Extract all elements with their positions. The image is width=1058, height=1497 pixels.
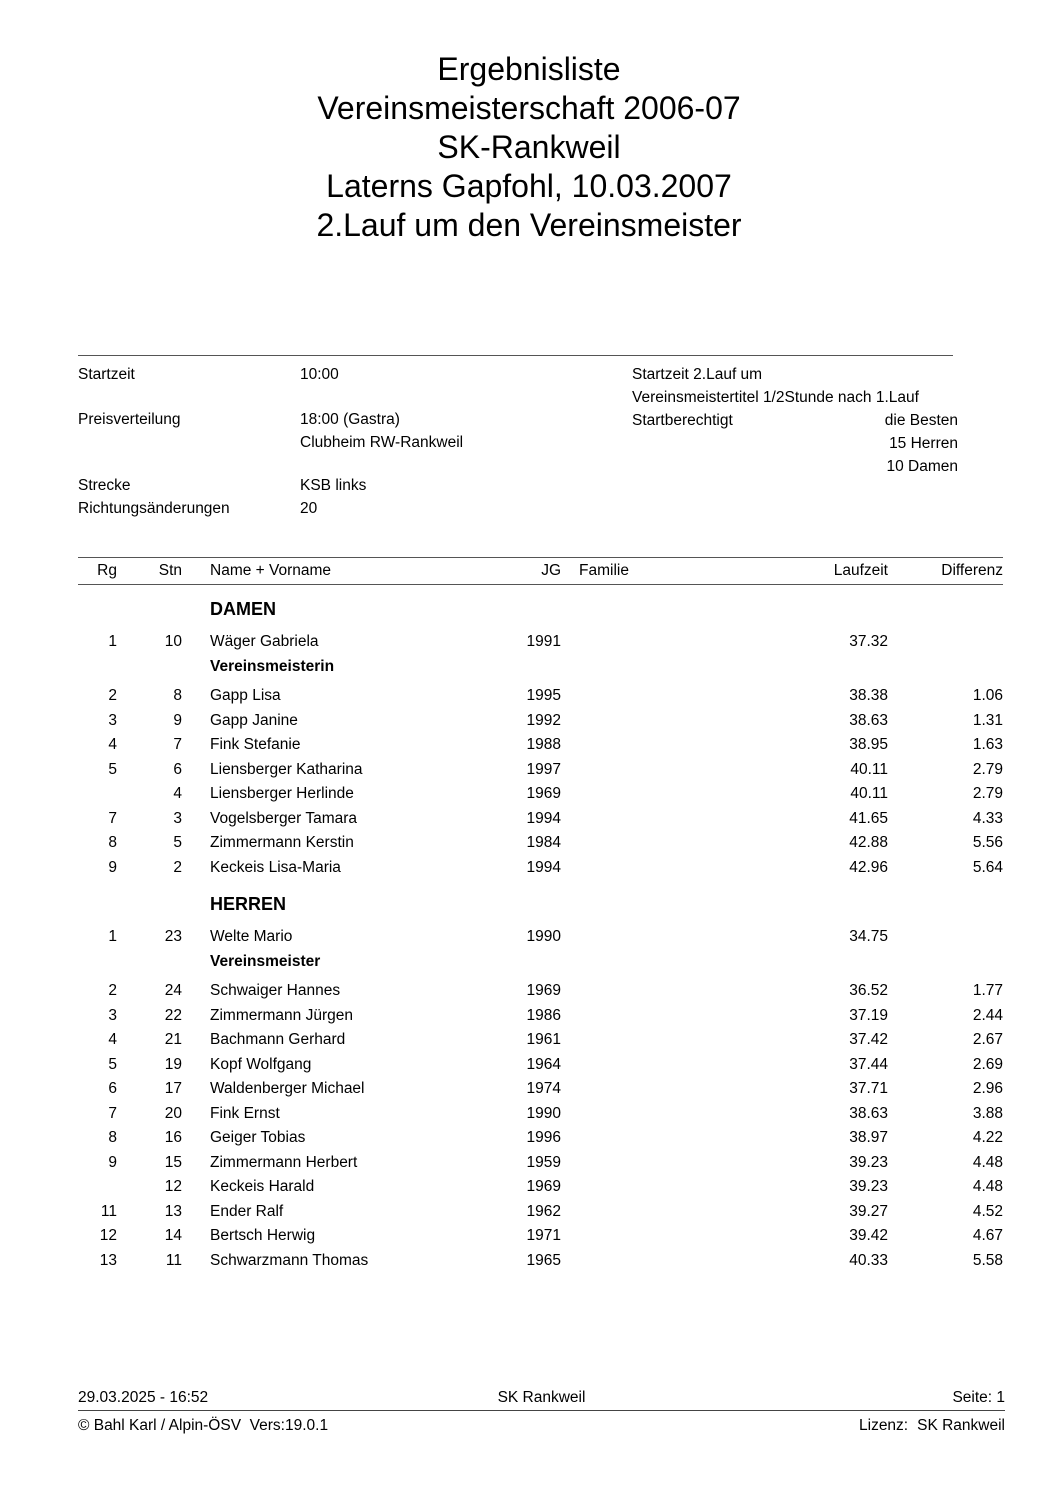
bib-cell: 3	[173, 809, 182, 827]
difference-cell: 5.56	[972, 834, 1003, 852]
footer-club: SK Rankweil	[497, 1389, 586, 1406]
preisverteilung-time: 18:00 (Gastra)	[300, 411, 400, 428]
year-cell: 1986	[526, 1006, 561, 1024]
bib-cell: 10	[164, 633, 182, 651]
year-cell: 1988	[526, 736, 561, 754]
runtime-cell: 39.23	[849, 1178, 888, 1196]
year-cell: 1961	[526, 1031, 561, 1049]
rank-cell: 4	[108, 1031, 117, 1049]
table-body	[78, 599, 1003, 1273]
rank-cell: 9	[108, 1153, 117, 1171]
champion-note: Vereinsmeisterin	[210, 657, 335, 675]
difference-cell: 4.48	[972, 1153, 1003, 1171]
header-runtime: Laufzeit	[833, 562, 888, 579]
title-line-run: 2.Lauf um den Vereinsmeister	[316, 207, 742, 243]
footer-line1	[78, 1388, 1005, 1408]
runtime-cell: 37.44	[849, 1055, 888, 1073]
section-title: HERREN	[210, 894, 287, 914]
rank-cell: 12	[99, 1227, 117, 1245]
table-row	[78, 1200, 1003, 1225]
bib-cell: 22	[164, 1006, 182, 1024]
name-cell: Geiger Tobias	[210, 1129, 306, 1147]
year-cell: 1990	[526, 928, 561, 946]
startzeit-2lauf-line1: Startzeit 2.Lauf um	[632, 366, 763, 383]
rank-cell: 1	[108, 928, 117, 946]
difference-cell: 2.69	[972, 1055, 1003, 1073]
table-row	[78, 807, 1003, 832]
header-family: Familie	[579, 562, 629, 579]
name-cell: Bertsch Herwig	[210, 1227, 316, 1245]
name-cell: Keckeis Lisa-Maria	[210, 858, 341, 876]
footer-divider	[78, 1410, 1005, 1411]
name-cell: Gapp Lisa	[210, 687, 281, 705]
table-section	[78, 894, 1003, 1273]
startberechtigt-value: die Besten	[884, 412, 958, 429]
rank-cell: 2	[108, 687, 117, 705]
table-row	[78, 1175, 1003, 1200]
table-row	[78, 1224, 1003, 1249]
difference-cell: 1.63	[972, 736, 1003, 754]
table-row	[78, 1249, 1003, 1274]
year-cell: 1996	[526, 1129, 561, 1147]
rank-cell: 3	[108, 1006, 117, 1024]
difference-cell: 2.96	[972, 1080, 1003, 1098]
runtime-cell: 39.23	[849, 1153, 888, 1171]
table-row	[78, 758, 1003, 783]
year-cell: 1990	[526, 1104, 561, 1122]
rank-cell: 4	[108, 736, 117, 754]
bib-cell: 21	[164, 1031, 182, 1049]
bib-cell: 24	[164, 982, 182, 1000]
event-info-left	[78, 363, 560, 520]
footer-copyright: © Bahl Karl / Alpin-ÖSV Vers:19.0.1	[78, 1417, 329, 1434]
footer-license	[859, 1416, 1005, 1436]
name-cell: Keckeis Harald	[210, 1178, 315, 1196]
year-cell: 1969	[526, 785, 561, 803]
year-cell: 1991	[526, 633, 561, 651]
runtime-cell: 42.96	[849, 858, 888, 876]
name-cell: Schwarzmann Thomas	[210, 1251, 369, 1269]
bib-cell: 9	[173, 711, 182, 729]
difference-cell: 2.79	[972, 785, 1003, 803]
year-cell: 1994	[526, 809, 561, 827]
table-row	[78, 831, 1003, 856]
footer-page-number: Seite: 1	[952, 1389, 1005, 1406]
name-cell: Waldenberger Michael	[210, 1080, 365, 1098]
header-name: Name + Vorname	[210, 562, 332, 579]
name-cell: Wäger Gabriela	[210, 633, 319, 651]
difference-cell: 4.67	[972, 1227, 1003, 1245]
year-cell: 1974	[526, 1080, 561, 1098]
runtime-cell: 38.95	[849, 736, 888, 754]
difference-cell: 1.06	[972, 687, 1003, 705]
table-row	[78, 979, 1003, 1004]
table-header-row	[78, 557, 1003, 585]
runtime-cell: 40.11	[850, 785, 888, 803]
runtime-cell: 34.75	[849, 928, 888, 946]
difference-cell: 5.58	[972, 1251, 1003, 1269]
year-cell: 1994	[526, 858, 561, 876]
strecke-label: Strecke	[78, 477, 131, 494]
rank-cell: 13	[99, 1251, 117, 1269]
footer-license-label: Lizenz:	[859, 1417, 909, 1434]
results-table	[78, 557, 1003, 1273]
runtime-cell: 37.71	[849, 1080, 888, 1098]
event-info	[78, 355, 958, 517]
rank-cell: 8	[108, 1129, 117, 1147]
bib-cell: 12	[164, 1178, 182, 1196]
table-row	[78, 782, 1003, 807]
year-cell: 1965	[526, 1251, 561, 1269]
year-cell: 1969	[526, 1178, 561, 1196]
rank-cell: 5	[108, 1055, 117, 1073]
bib-cell: 2	[173, 858, 182, 876]
header-bib: Stn	[158, 562, 182, 579]
bib-cell: 14	[164, 1227, 182, 1245]
year-cell: 1984	[526, 834, 561, 852]
rank-cell: 1	[108, 633, 117, 651]
table-row	[78, 1077, 1003, 1102]
preisverteilung-label: Preisverteilung	[78, 411, 181, 428]
name-cell: Zimmermann Kerstin	[210, 834, 354, 852]
info-row-startberechtigt	[632, 409, 958, 432]
runtime-cell: 42.88	[849, 834, 888, 852]
preisverteilung-place: Clubheim RW-Rankweil	[300, 434, 464, 451]
difference-cell: 2.44	[972, 1006, 1003, 1024]
name-cell: Vogelsberger Tamara	[210, 809, 358, 827]
info-row-strecke	[78, 474, 560, 497]
section-title: DAMEN	[210, 599, 276, 619]
bib-cell: 16	[164, 1129, 182, 1147]
runtime-cell: 39.27	[849, 1202, 888, 1220]
strecke-value: KSB links	[300, 477, 367, 494]
footer-license-value: SK Rankweil	[917, 1417, 1005, 1434]
difference-cell: 3.88	[972, 1104, 1003, 1122]
rank-cell: 7	[108, 809, 117, 827]
bib-cell: 20	[164, 1104, 182, 1122]
table-row	[78, 1102, 1003, 1127]
difference-cell: 4.48	[972, 1178, 1003, 1196]
runtime-cell: 41.65	[849, 809, 888, 827]
rank-cell: 5	[108, 760, 117, 778]
name-cell: Fink Ernst	[210, 1104, 280, 1122]
rank-cell: 8	[108, 834, 117, 852]
header-year: JG	[541, 562, 561, 579]
bib-cell: 17	[164, 1080, 182, 1098]
name-cell: Zimmermann Herbert	[210, 1153, 358, 1171]
runtime-cell: 38.38	[849, 687, 888, 705]
rank-cell: 7	[108, 1104, 117, 1122]
table-row	[78, 1151, 1003, 1176]
name-cell: Schwaiger Hannes	[210, 982, 341, 1000]
difference-cell: 5.64	[972, 858, 1003, 876]
section-rows	[78, 630, 1003, 880]
name-cell: Liensberger Herlinde	[210, 785, 354, 803]
runtime-cell: 37.19	[849, 1006, 888, 1024]
table-row	[78, 1004, 1003, 1029]
year-cell: 1962	[526, 1202, 561, 1220]
title-line-location-date: Laterns Gapfohl, 10.03.2007	[326, 168, 732, 204]
name-cell: Bachmann Gerhard	[210, 1031, 346, 1049]
name-cell: Gapp Janine	[210, 711, 298, 729]
bib-cell: 23	[164, 928, 182, 946]
table-row	[78, 1053, 1003, 1078]
footer-datetime: 29.03.2025 - 16:52	[78, 1389, 209, 1406]
difference-cell: 1.77	[972, 982, 1003, 1000]
difference-cell: 1.31	[972, 711, 1003, 729]
runtime-cell: 36.52	[849, 982, 888, 1000]
rank-cell: 9	[108, 858, 117, 876]
table-row	[78, 856, 1003, 881]
title-line-doctype: Ergebnisliste	[437, 51, 621, 87]
difference-cell: 4.52	[972, 1202, 1003, 1220]
damen-count: 10 Damen	[886, 458, 958, 475]
startzeit-label: Startzeit	[78, 366, 135, 383]
year-cell: 1969	[526, 982, 561, 1000]
name-cell: Zimmermann Jürgen	[210, 1006, 353, 1024]
richtungsaenderungen-value: 20	[300, 500, 318, 517]
bib-cell: 15	[164, 1153, 182, 1171]
year-cell: 1959	[526, 1153, 561, 1171]
runtime-cell: 40.33	[849, 1251, 888, 1269]
year-cell: 1997	[526, 760, 561, 778]
event-info-right	[632, 363, 958, 478]
runtime-cell: 39.42	[849, 1227, 888, 1245]
startzeit-value: 10:00	[300, 366, 339, 383]
rank-cell: 6	[108, 1080, 117, 1098]
startzeit-2lauf-line2: Vereinsmeistertitel 1/2Stunde nach 1.Lauf	[632, 389, 919, 406]
year-cell: 1995	[526, 687, 561, 705]
rank-cell: 3	[108, 711, 117, 729]
runtime-cell: 40.11	[850, 760, 888, 778]
name-cell: Liensberger Katharina	[210, 760, 363, 778]
bib-cell: 5	[173, 834, 182, 852]
table-row	[78, 630, 1003, 655]
table-row	[78, 1028, 1003, 1053]
bib-cell: 7	[173, 736, 182, 754]
info-row-startzeit	[78, 363, 560, 386]
year-cell: 1992	[526, 711, 561, 729]
header-difference: Differenz	[941, 562, 1003, 579]
preisverteilung-value	[300, 408, 560, 454]
year-cell: 1971	[526, 1227, 561, 1245]
year-cell: 1964	[526, 1055, 561, 1073]
champion-note: Vereinsmeister	[210, 952, 321, 970]
bib-cell: 19	[164, 1055, 182, 1073]
table-row	[78, 684, 1003, 709]
richtungsaenderungen-label: Richtungsänderungen	[78, 500, 230, 517]
title-line-event: Vereinsmeisterschaft 2006-07	[317, 90, 741, 126]
document-title	[0, 50, 1058, 245]
herren-count: 15 Herren	[889, 435, 958, 452]
name-cell: Kopf Wolfgang	[210, 1055, 312, 1073]
difference-cell: 2.67	[972, 1031, 1003, 1049]
table-section	[78, 599, 1003, 880]
header-rank: Rg	[97, 562, 117, 579]
title-line-club: SK-Rankweil	[437, 129, 621, 165]
difference-cell: 4.33	[972, 809, 1003, 827]
bib-cell: 8	[173, 687, 182, 705]
runtime-cell: 37.42	[849, 1031, 888, 1049]
bib-cell: 6	[173, 760, 182, 778]
name-cell: Ender Ralf	[210, 1202, 284, 1220]
bib-cell: 13	[164, 1202, 182, 1220]
table-row	[78, 1126, 1003, 1151]
info-row-richtungsaenderungen	[78, 497, 560, 520]
table-row	[78, 709, 1003, 734]
table-row	[78, 925, 1003, 950]
difference-cell: 2.79	[972, 760, 1003, 778]
startberechtigt-label: Startberechtigt	[632, 412, 733, 429]
section-rows	[78, 925, 1003, 1273]
runtime-cell: 38.97	[849, 1129, 888, 1147]
table-row	[78, 733, 1003, 758]
bib-cell: 11	[165, 1251, 182, 1269]
runtime-cell: 37.32	[849, 633, 888, 651]
name-cell: Welte Mario	[210, 928, 293, 946]
runtime-cell: 38.63	[849, 1104, 888, 1122]
name-cell: Fink Stefanie	[210, 736, 301, 754]
footer-line2	[78, 1416, 1005, 1436]
runtime-cell: 38.63	[849, 711, 888, 729]
rank-cell: 2	[108, 982, 117, 1000]
difference-cell: 4.22	[972, 1129, 1003, 1147]
info-row-preisverteilung	[78, 408, 560, 454]
bib-cell: 4	[173, 785, 182, 803]
rank-cell: 11	[100, 1202, 117, 1220]
